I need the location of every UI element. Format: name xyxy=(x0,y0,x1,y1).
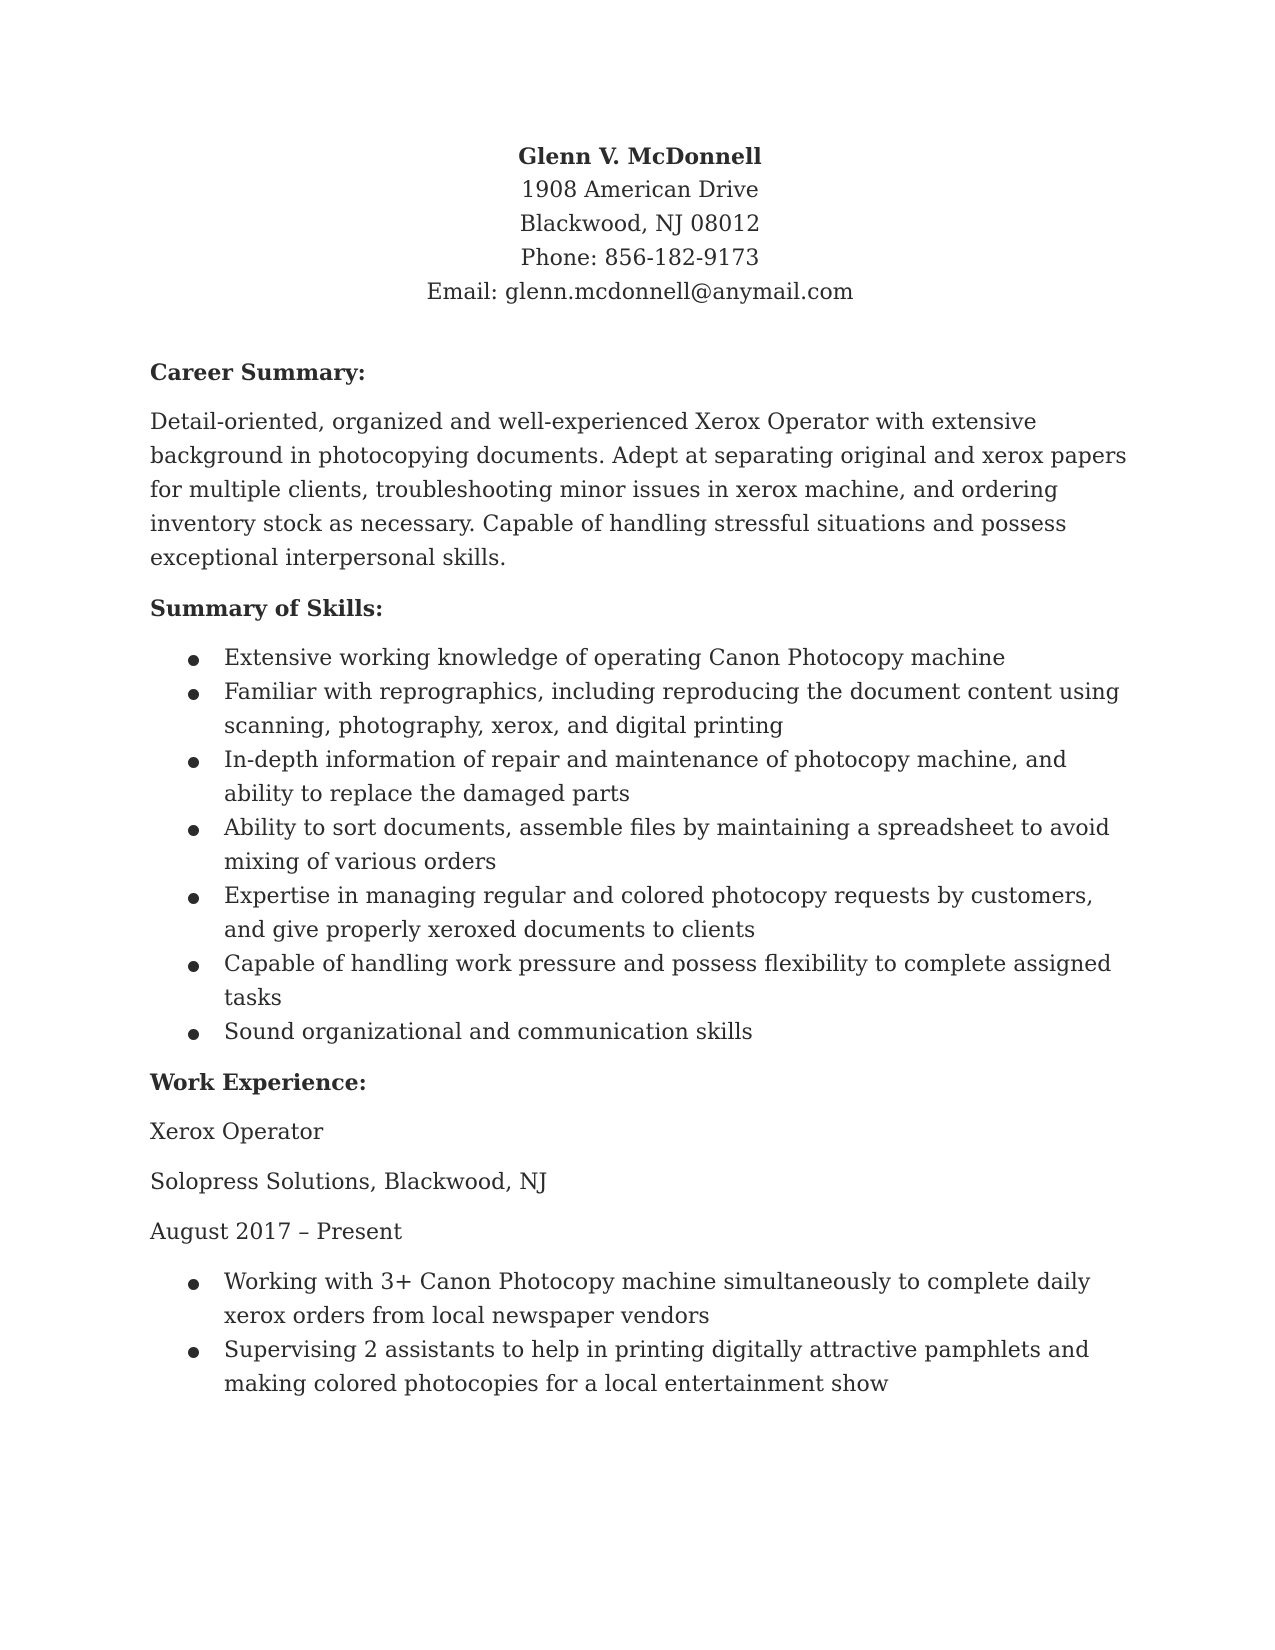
contact-header xyxy=(150,140,1130,310)
career-summary-heading: Career Summary: xyxy=(150,360,366,386)
skill-text: Familiar with reprographics, including reproducing the document content using scanning, photography, xerox, and digital printing xyxy=(224,680,1120,739)
bullet-icon xyxy=(188,689,199,700)
skill-text: Sound organizational and communication skills xyxy=(224,1020,753,1045)
bullet-icon xyxy=(188,757,199,768)
bullet-icon xyxy=(188,1029,199,1040)
address-line-2: Blackwood, NJ 08012 xyxy=(519,212,761,237)
bullet-icon xyxy=(188,1347,199,1358)
address-line-1: 1908 American Drive xyxy=(521,178,759,203)
list-item xyxy=(150,880,1130,948)
skill-text: Expertise in managing regular and colored photocopy requests by customers, and give properly xeroxed documents to clients xyxy=(224,884,1094,943)
list-item xyxy=(150,948,1130,1016)
candidate-name: Glenn V. McDonnell xyxy=(518,144,762,170)
duty-text: Supervising 2 assistants to help in printing digitally attractive pamphlets and making colored photocopies for a local entertainment show xyxy=(224,1338,1090,1397)
skill-text: Ability to sort documents, assemble files by maintaining a spreadsheet to avoid mixing of various orders xyxy=(224,816,1110,875)
list-item xyxy=(150,744,1130,812)
career-summary-text: Detail-oriented, organized and well-experienced Xerox Operator with extensive background in photocopying documents. Adept at separating original and xerox papers for multiple clients, troubleshooting minor issues in xerox machine, and ordering inventory stock as necessary. Capable of handling stressful situations and possess exceptional interpersonal skills. xyxy=(150,410,1127,571)
phone-number: Phone: 856-182-9173 xyxy=(520,246,760,271)
job-duties-list xyxy=(150,1266,1130,1402)
list-item xyxy=(150,812,1130,880)
resume-page xyxy=(150,140,1130,1418)
list-item xyxy=(150,676,1130,744)
bullet-icon xyxy=(188,825,199,836)
employment-dates: August 2017 – Present xyxy=(150,1220,403,1245)
skill-text: Capable of handling work pressure and possess flexibility to complete assigned tasks xyxy=(224,952,1112,1011)
skill-text: Extensive working knowledge of operating Canon Photocopy machine xyxy=(224,646,1006,671)
company-name: Solopress Solutions, Blackwood, NJ xyxy=(150,1170,548,1195)
skills-heading: Summary of Skills: xyxy=(150,596,384,622)
duty-text: Working with 3+ Canon Photocopy machine simultaneously to complete daily xerox orders from local newspaper vendors xyxy=(224,1270,1091,1329)
list-item xyxy=(150,1266,1130,1334)
skill-text: In-depth information of repair and maintenance of photocopy machine, and ability to replace the damaged parts xyxy=(224,748,1067,807)
list-item xyxy=(150,1334,1130,1402)
job-title: Xerox Operator xyxy=(150,1120,324,1145)
skills-list xyxy=(150,642,1130,1050)
bullet-icon xyxy=(188,1279,199,1290)
bullet-icon xyxy=(188,655,199,666)
bullet-icon xyxy=(188,893,199,904)
email-address: Email: glenn.mcdonnell@anymail.com xyxy=(426,280,854,305)
bullet-icon xyxy=(188,961,199,972)
work-experience-heading: Work Experience: xyxy=(150,1070,367,1096)
list-item xyxy=(150,642,1130,676)
list-item xyxy=(150,1016,1130,1050)
